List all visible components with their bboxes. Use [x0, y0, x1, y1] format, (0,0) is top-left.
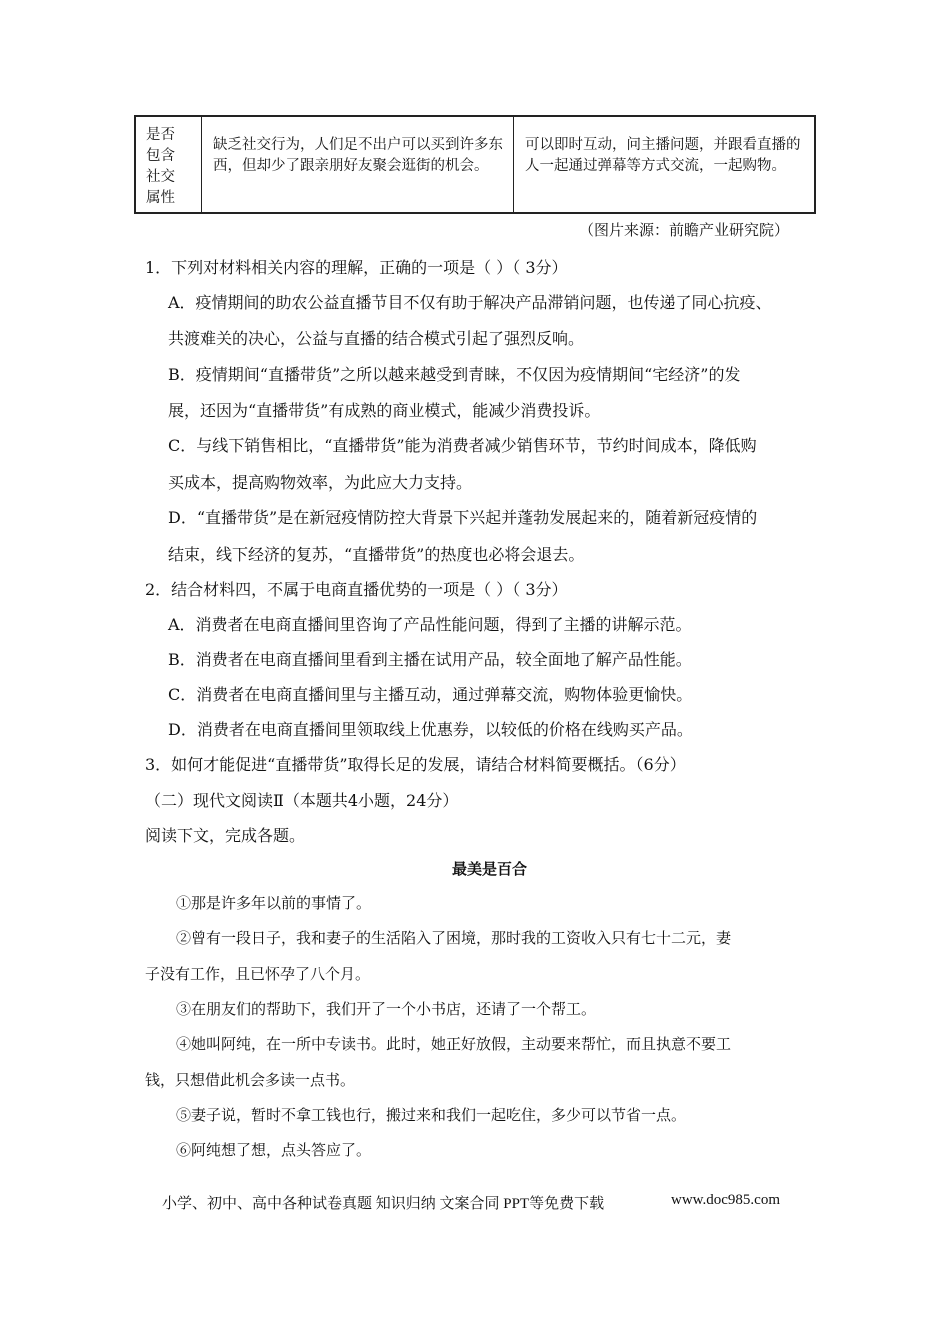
question-2-stem: 2．结合材料四，不属于电商直播优势的一项是（ ）（ 3分） — [145, 580, 568, 599]
question-1-stem: 1．下列对材料相关内容的理解，正确的一项是（ ）（ 3分） — [145, 258, 568, 277]
question-1-option-b: B．疫情期间“直播带货”之所以越来越受到青睐，不仅因为疫情期间“宅经济”的发 — [168, 365, 741, 384]
question-1-option-c: C．与线下销售相比，“直播带货”能为消费者减少销售环节，节约时间成本，降低购 — [168, 436, 757, 455]
question-3: 3．如何才能促进“直播带货”取得长足的发展，请结合材料简要概括。（6分） — [145, 755, 686, 774]
question-1-option-d-cont: 结束，线下经济的复苏，“直播带货”的热度也必将会退去。 — [168, 545, 585, 564]
story-paragraph-6: ⑥阿纯想了想，点头答应了。 — [176, 1141, 372, 1159]
question-1-option-b-cont: 展，还因为“直播带货”有成熟的商业模式，能减少消费投诉。 — [168, 401, 601, 420]
story-paragraph-2: ②曾有一段日子，我和妻子的生活陷入了困境，那时我的工资收入只有七十二元，妻 — [176, 929, 732, 947]
table-cell-offline: 缺乏社交行为，人们足不出户可以买到许多东西，但却少了跟亲朋好友聚会逛街的机会。 — [213, 137, 503, 174]
question-2-option-b: B．消费者在电商直播间里看到主播在试用产品，较全面地了解产品性能。 — [168, 650, 692, 669]
comparison-table — [134, 115, 816, 214]
footer-promo-text: 小学、初中、高中各种试卷真题 知识归纳 文案合同 PPT等免费下载 — [162, 1196, 605, 1212]
table-divider — [513, 117, 514, 212]
story-paragraph-2-cont: 子没有工作，且已怀孕了八个月。 — [145, 965, 371, 983]
story-paragraph-4-cont: 钱，只想借此机会多读一点书。 — [145, 1071, 356, 1089]
question-2-option-d: D．消费者在电商直播间里领取线上优惠券，以较低的价格在线购买产品。 — [168, 720, 693, 739]
question-1-option-d: D．“直播带货”是在新冠疫情防控大背景下兴起并蓬勃发展起来的，随着新冠疫情的 — [168, 508, 758, 527]
question-2-option-a: A．消费者在电商直播间里咨询了产品性能问题，得到了主播的讲解示范。 — [168, 615, 692, 634]
story-paragraph-5: ⑤妻子说，暂时不拿工钱也行，搬过来和我们一起吃住，多少可以节省一点。 — [176, 1106, 687, 1124]
table-divider — [201, 117, 202, 212]
footer-website-link[interactable]: www.doc985.com — [671, 1192, 781, 1208]
section-heading: （二）现代文阅读Ⅱ（本题共4小题，24分） — [145, 791, 459, 810]
story-paragraph-3: ③在朋友们的帮助下，我们开了一个小书店，还请了一个帮工。 — [176, 1000, 597, 1018]
question-1-option-a-cont: 共渡难关的决心，公益与直播的结合模式引起了强烈反响。 — [168, 329, 585, 348]
question-2-option-c: C．消费者在电商直播间里与主播互动，通过弹幕交流，购物体验更愉快。 — [168, 685, 693, 704]
question-1-option-c-cont: 买成本，提高购物效率，为此应大力支持。 — [168, 473, 473, 492]
table-row-label: 是否 包含 社交 属性 — [146, 127, 175, 206]
story-paragraph-1: ①那是许多年以前的事情了。 — [176, 894, 372, 912]
table-cell-livestream: 可以即时互动，问主播问题，并跟看直播的人一起通过弹幕等方式交流，一起购物。 — [525, 137, 801, 174]
story-paragraph-4: ④她叫阿纯，在一所中专读书。此时，她正好放假，主动要来帮忙，而且执意不要工 — [176, 1035, 732, 1053]
story-title: 最美是百合 — [452, 860, 528, 878]
question-1-option-a: A．疫情期间的助农公益直播节目不仅有助于解决产品滞销问题，也传递了同心抗疫、 — [168, 293, 772, 312]
reading-instruction: 阅读下文，完成各题。 — [145, 826, 306, 845]
image-source-caption: （图片来源：前瞻产业研究院） — [579, 221, 790, 239]
